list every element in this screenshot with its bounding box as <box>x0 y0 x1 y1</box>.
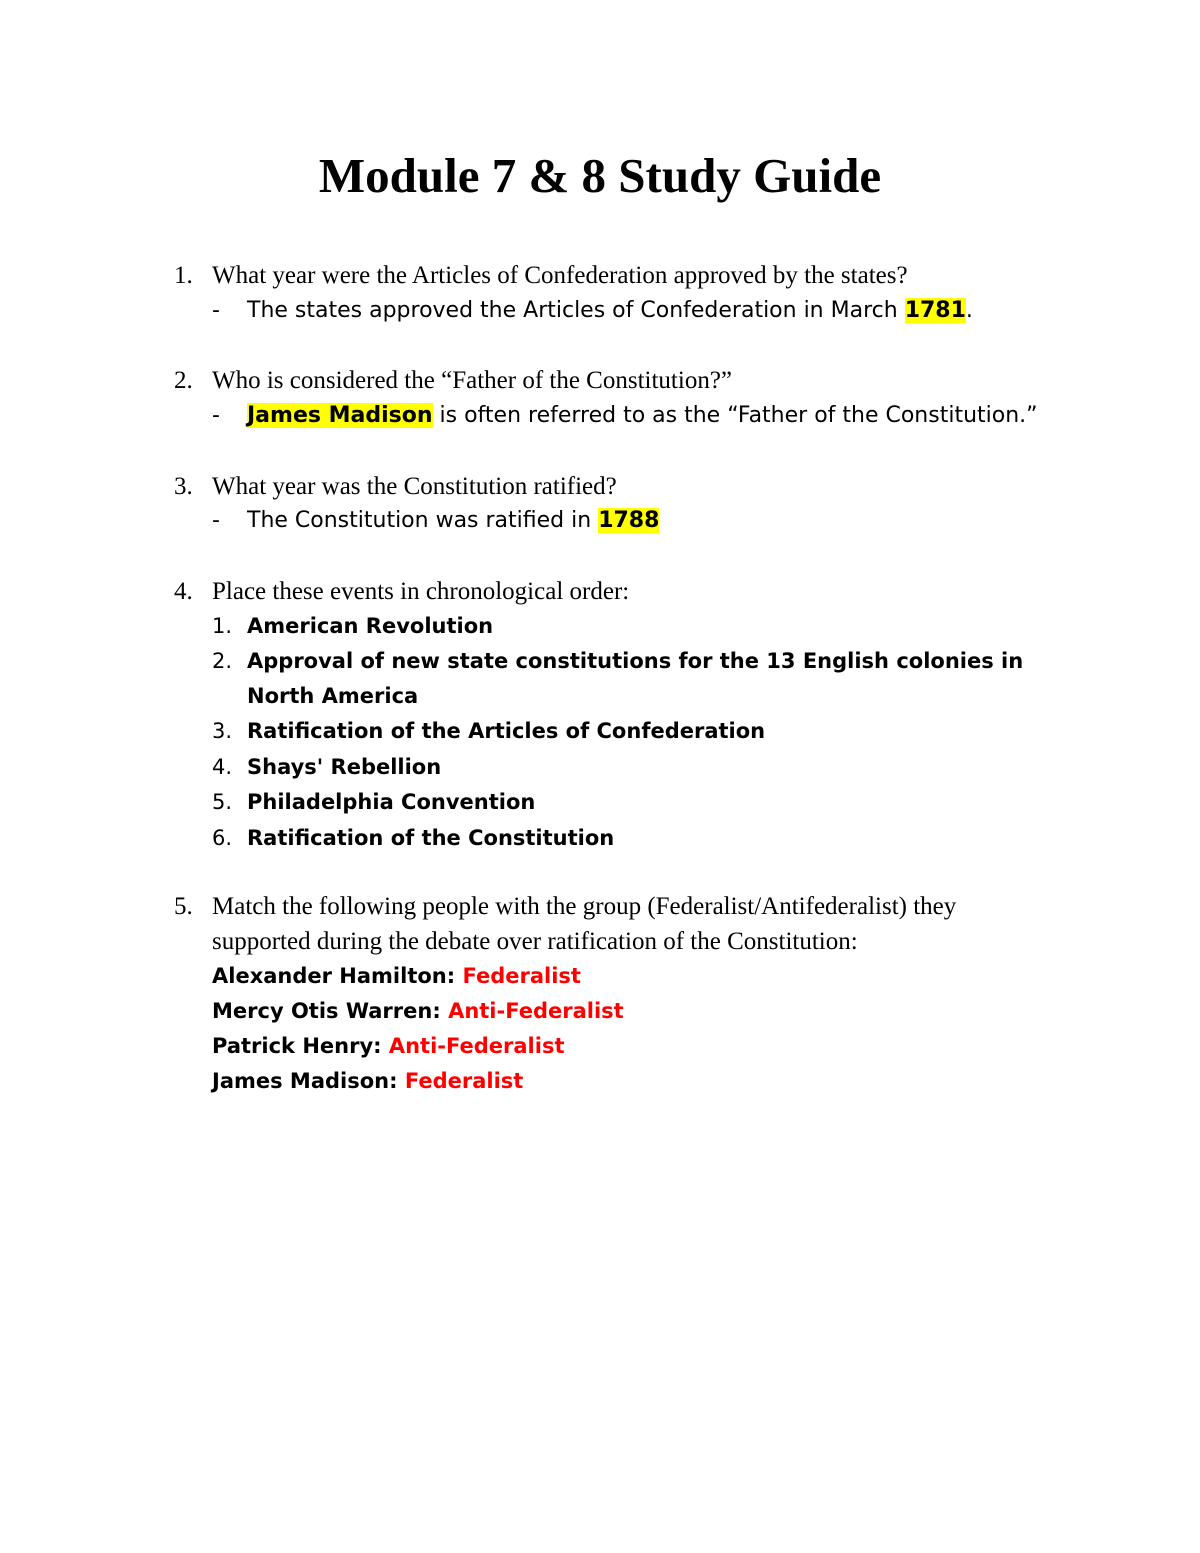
person-name: Patrick Henry <box>212 1034 374 1058</box>
answer-text: The Constitution was ratified in 1788 <box>247 508 660 533</box>
question-text: Who is considered the “Father of the Constitution?” <box>212 367 733 394</box>
event-text: Ratification of the Constitution <box>247 826 615 850</box>
question-number: 2. <box>174 367 193 394</box>
question-text: supported during the debate over ratification of the Constitution: <box>212 928 858 955</box>
answer-text: James Madison is often referred to as the “Father of the Constitution.” <box>247 403 1038 428</box>
match-row: Alexander Hamilton: Federalist <box>212 964 581 988</box>
answer-dash: - <box>212 298 220 323</box>
match-row: James Madison: Federalist <box>212 1069 524 1093</box>
person-name: Mercy Otis Warren <box>212 999 433 1023</box>
match-row: Patrick Henry: Anti-Federalist <box>212 1034 565 1058</box>
person-name: James Madison <box>212 1069 390 1093</box>
group-answer: Federalist <box>404 1069 524 1093</box>
group-answer: Anti-Federalist <box>388 1034 565 1058</box>
event-number: 3. <box>212 719 233 743</box>
highlighted-answer: James Madison <box>247 403 433 428</box>
answer-dash: - <box>212 508 220 533</box>
question-text: Place these events in chronological order: <box>212 578 630 605</box>
group-answer: Federalist <box>462 964 581 988</box>
event-number: 2. <box>212 649 233 673</box>
event-number: 6. <box>212 826 233 850</box>
question-text: What year was the Constitution ratified? <box>212 473 617 500</box>
highlighted-answer: 1781 <box>904 298 966 323</box>
question-number: 5. <box>174 893 193 920</box>
event-text: Ratification of the Articles of Confederation <box>247 719 766 743</box>
answer-dash: - <box>212 403 220 428</box>
question-text: Match the following people with the group (Federalist/Antifederalist) they <box>212 893 957 920</box>
event-number: 5. <box>212 790 233 814</box>
question-number: 1. <box>174 262 193 289</box>
event-text: Approval of new state constitutions for the 13 English colonies in <box>247 649 1024 673</box>
event-number: 1. <box>212 614 233 638</box>
person-name: Alexander Hamilton <box>212 964 447 988</box>
answer-text: The states approved the Articles of Confederation in March 1781. <box>247 298 973 323</box>
group-answer: Anti-Federalist <box>448 999 624 1023</box>
question-number: 4. <box>174 578 193 605</box>
highlighted-answer: 1788 <box>598 508 660 533</box>
event-number: 4. <box>212 755 233 779</box>
event-text: Philadelphia Convention <box>247 790 536 814</box>
question-number: 3. <box>174 473 193 500</box>
event-text: North America <box>247 684 419 708</box>
match-row: Mercy Otis Warren: Anti-Federalist <box>212 999 624 1023</box>
page-title: Module 7 & 8 Study Guide <box>318 148 882 203</box>
event-text: American Revolution <box>247 614 494 638</box>
question-text: What year were the Articles of Confederation approved by the states? <box>212 262 908 289</box>
event-text: Shays' Rebellion <box>247 755 442 779</box>
